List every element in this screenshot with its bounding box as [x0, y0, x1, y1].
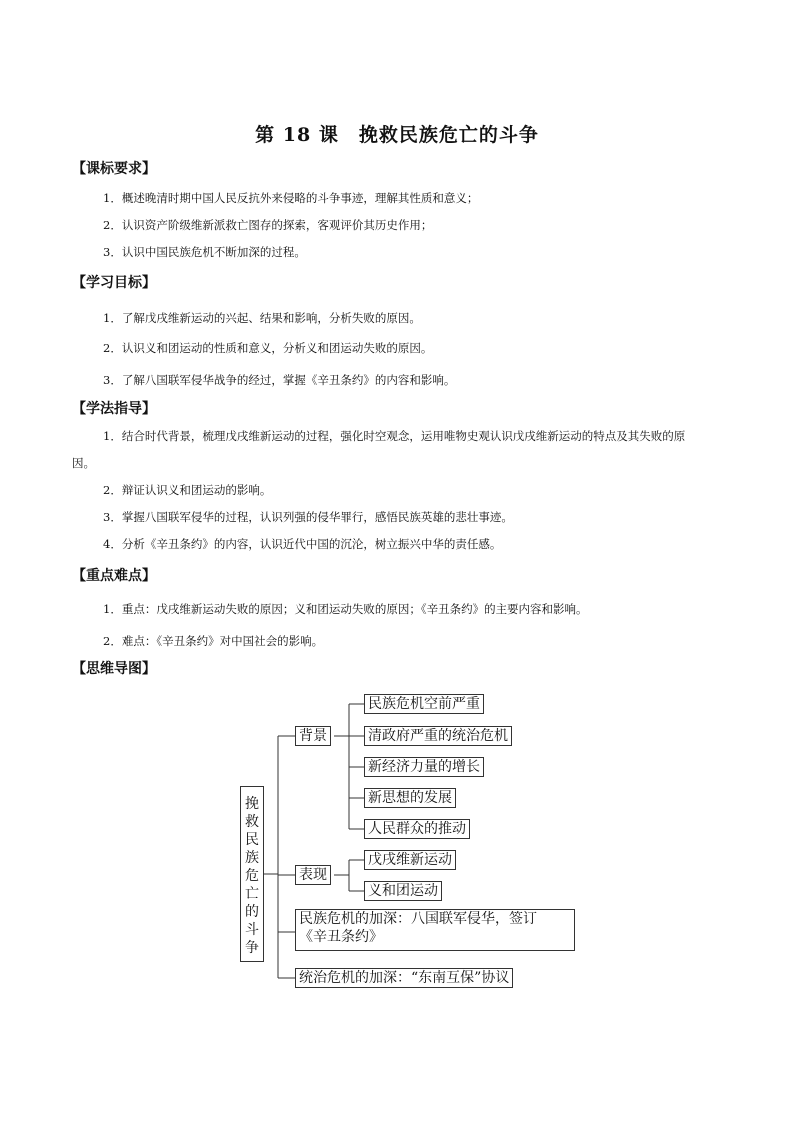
mindmap-background-item-2: 清政府严重的统治危机	[364, 726, 512, 746]
mindmap-background-item-4: 新思想的发展	[364, 788, 456, 808]
standards-item-2: 2．认识资产阶级维新派救亡图存的探索，客观评价其历史作用；	[103, 218, 433, 232]
mindmap-manifest-node: 表现	[295, 865, 331, 885]
mindmap-national-crisis-line-1: 民族危机的加深：八国联军侵华，签订	[299, 911, 537, 927]
mindmap-background-item-3: 新经济力量的增长	[364, 757, 484, 777]
mindmap-national-crisis-node	[295, 909, 575, 951]
methods-item-4: 4．分析《辛丑条约》的内容，认识近代中国的沉沦，树立振兴中华的责任感。	[103, 537, 502, 551]
mindmap-background-item-5: 人民群众的推动	[364, 819, 470, 839]
keypoints-heading: 【重点难点】	[72, 568, 156, 584]
mindmap-background-node: 背景	[295, 726, 331, 746]
keypoints-item-1: 1．重点：戊戌维新运动失败的原因；义和团运动失败的原因；《辛丑条约》的主要内容和影响。	[103, 602, 588, 616]
standards-item-1: 1．概述晚清时期中国人民反抗外来侵略的斗争事迹，理解其性质和意义；	[103, 191, 479, 205]
objectives-item-1: 1．了解戊戌维新运动的兴起、结果和影响，分析失败的原因。	[103, 311, 421, 325]
mindmap-root: 挽救民族危亡的斗争	[240, 786, 264, 962]
standards-heading: 【课标要求】	[72, 161, 156, 177]
mindmap-manifest-item-2: 义和团运动	[364, 881, 442, 901]
standards-item-3: 3．认识中国民族危机不断加深的过程。	[103, 245, 306, 259]
mindmap-heading: 【思维导图】	[72, 661, 156, 677]
mindmap-manifest-item-1: 戊戌维新运动	[364, 850, 456, 870]
methods-heading: 【学法指导】	[72, 401, 156, 417]
objectives-item-2: 2．认识义和团运动的性质和意义，分析义和团运动失败的原因。	[103, 341, 433, 355]
mindmap-rule-crisis-node: 统治危机的加深：“东南互保”协议	[295, 968, 513, 988]
methods-item-3: 3．掌握八国联军侵华的过程，认识列强的侵华罪行，感悟民族英雄的悲壮事迹。	[103, 510, 513, 524]
methods-item-2: 2．辩证认识义和团运动的影响。	[103, 483, 272, 497]
mindmap-background-item-1: 民族危机空前严重	[364, 694, 484, 714]
objectives-item-3: 3．了解八国联军侵华战争的经过，掌握《辛丑条约》的内容和影响。	[103, 373, 456, 387]
mindmap-national-crisis-line-2: 《辛丑条约》	[299, 929, 383, 945]
page-title: 第 18 课 挽救民族危亡的斗争	[255, 124, 539, 146]
methods-item-1: 1．结合时代背景，梳理戊戌维新运动的过程，强化时空观念，运用唯物史观认识戊戌维新运动的特点及其失败的原因。	[72, 429, 686, 470]
keypoints-item-2: 2．难点：《辛丑条约》对中国社会的影响。	[103, 634, 324, 648]
objectives-heading: 【学习目标】	[72, 275, 156, 291]
